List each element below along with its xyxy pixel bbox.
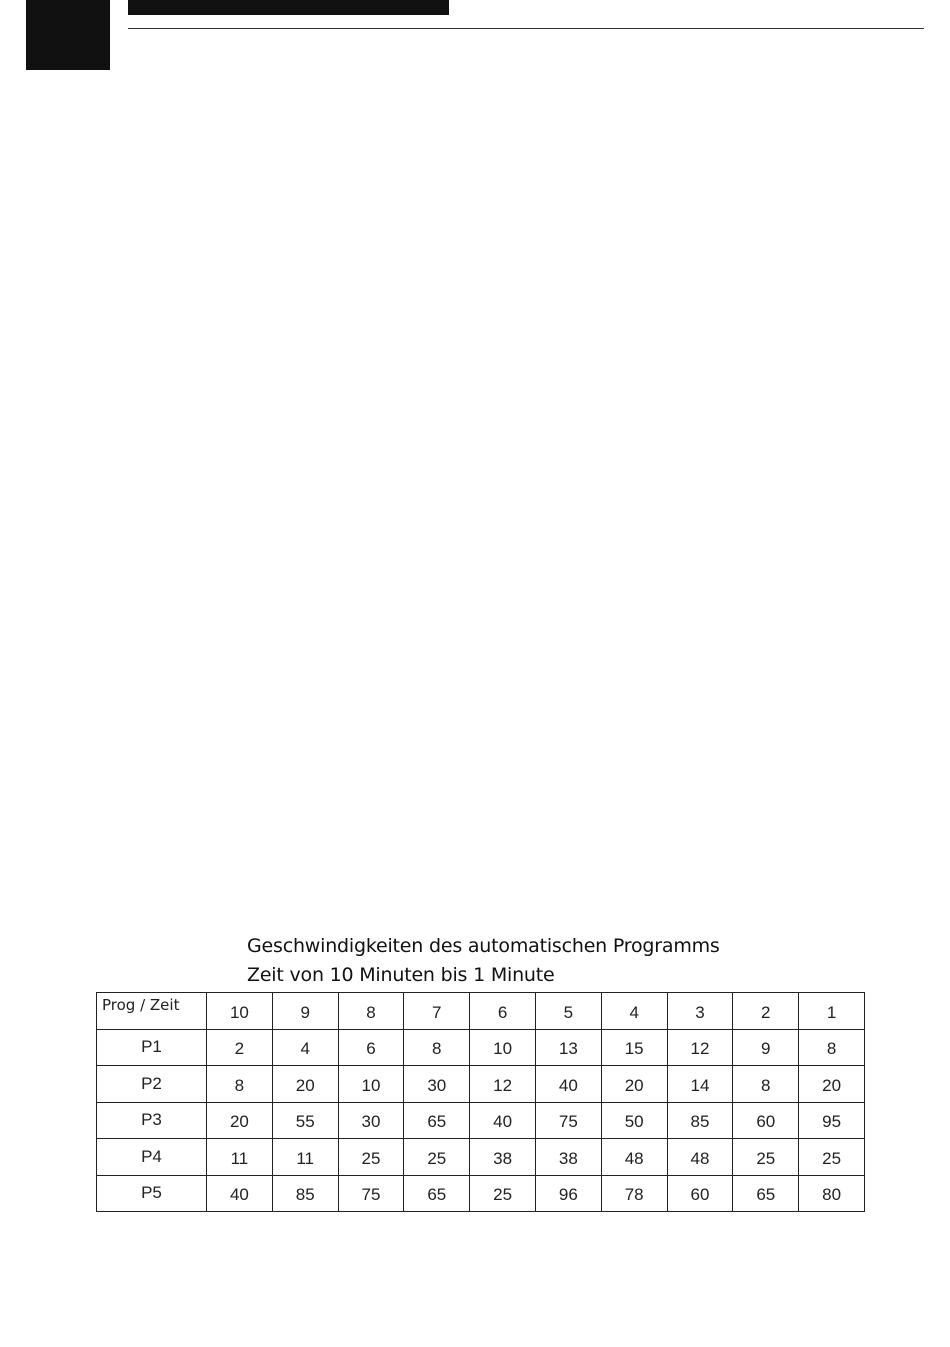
speed-value-cell: 11	[207, 1139, 273, 1176]
speed-value-cell: 10	[470, 1029, 536, 1066]
time-header-cell: 10	[207, 993, 273, 1030]
speed-value-cell: 75	[338, 1175, 404, 1212]
time-header-cell: 7	[404, 993, 470, 1030]
time-header-cell: 5	[535, 993, 601, 1030]
speed-value-cell: 38	[470, 1139, 536, 1176]
table-header-row	[97, 993, 865, 1030]
speed-value-cell: 12	[667, 1029, 733, 1066]
program-speed-table	[96, 992, 865, 1212]
table-caption	[247, 932, 720, 990]
speed-value-cell: 65	[733, 1175, 799, 1212]
speed-value-cell: 20	[601, 1066, 667, 1103]
speed-value-cell: 85	[272, 1175, 338, 1212]
page-corner-block	[26, 0, 110, 70]
speed-value-cell: 75	[535, 1102, 601, 1139]
table-row	[97, 1139, 865, 1176]
speed-value-cell: 96	[535, 1175, 601, 1212]
program-label-cell: P1	[97, 1029, 207, 1066]
caption-line-1: Geschwindigkeiten des automatischen Programms	[247, 935, 720, 957]
table-row	[97, 1066, 865, 1103]
speed-value-cell: 20	[272, 1066, 338, 1103]
speed-value-cell: 48	[667, 1139, 733, 1176]
speed-value-cell: 40	[207, 1175, 273, 1212]
speed-value-cell: 10	[338, 1066, 404, 1103]
speed-value-cell: 40	[470, 1102, 536, 1139]
program-label-cell: P3	[97, 1102, 207, 1139]
speed-value-cell: 9	[733, 1029, 799, 1066]
speed-value-cell: 11	[272, 1139, 338, 1176]
speed-value-cell: 25	[733, 1139, 799, 1176]
speed-value-cell: 2	[207, 1029, 273, 1066]
speed-value-cell: 30	[404, 1066, 470, 1103]
speed-value-cell: 85	[667, 1102, 733, 1139]
time-header-cell: 2	[733, 993, 799, 1030]
time-header-cell: 9	[272, 993, 338, 1030]
speed-value-cell: 8	[207, 1066, 273, 1103]
speed-value-cell: 8	[799, 1029, 865, 1066]
speed-value-cell: 50	[601, 1102, 667, 1139]
speed-value-cell: 65	[404, 1102, 470, 1139]
speed-value-cell: 30	[338, 1102, 404, 1139]
speed-value-cell: 20	[207, 1102, 273, 1139]
program-label-cell: P2	[97, 1066, 207, 1103]
speed-value-cell: 78	[601, 1175, 667, 1212]
speed-value-cell: 25	[470, 1175, 536, 1212]
header-bar	[128, 0, 449, 15]
speed-value-cell: 25	[799, 1139, 865, 1176]
speed-value-cell: 8	[404, 1029, 470, 1066]
speed-value-cell: 4	[272, 1029, 338, 1066]
time-header-cell: 3	[667, 993, 733, 1030]
speed-value-cell: 80	[799, 1175, 865, 1212]
table-row	[97, 1175, 865, 1212]
speed-value-cell: 48	[601, 1139, 667, 1176]
speed-value-cell: 13	[535, 1029, 601, 1066]
program-label-cell: P5	[97, 1175, 207, 1212]
caption-line-2: Zeit von 10 Minuten bis 1 Minute	[247, 964, 555, 986]
speed-value-cell: 38	[535, 1139, 601, 1176]
speed-value-cell: 55	[272, 1102, 338, 1139]
table-row	[97, 1029, 865, 1066]
speed-value-cell: 6	[338, 1029, 404, 1066]
speed-value-cell: 40	[535, 1066, 601, 1103]
speed-value-cell: 8	[733, 1066, 799, 1103]
speed-value-cell: 60	[733, 1102, 799, 1139]
program-label-cell: P4	[97, 1139, 207, 1176]
speed-value-cell: 12	[470, 1066, 536, 1103]
speed-value-cell: 14	[667, 1066, 733, 1103]
speed-value-cell: 60	[667, 1175, 733, 1212]
header-rule	[128, 28, 924, 29]
speed-value-cell: 25	[404, 1139, 470, 1176]
time-header-cell: 8	[338, 993, 404, 1030]
speed-value-cell: 20	[799, 1066, 865, 1103]
time-header-cell: 6	[470, 993, 536, 1030]
speed-value-cell: 25	[338, 1139, 404, 1176]
table-row	[97, 1102, 865, 1139]
speed-value-cell: 15	[601, 1029, 667, 1066]
corner-header-cell: Prog / Zeit	[97, 993, 207, 1030]
speed-value-cell: 95	[799, 1102, 865, 1139]
speed-value-cell: 65	[404, 1175, 470, 1212]
time-header-cell: 1	[799, 993, 865, 1030]
time-header-cell: 4	[601, 993, 667, 1030]
